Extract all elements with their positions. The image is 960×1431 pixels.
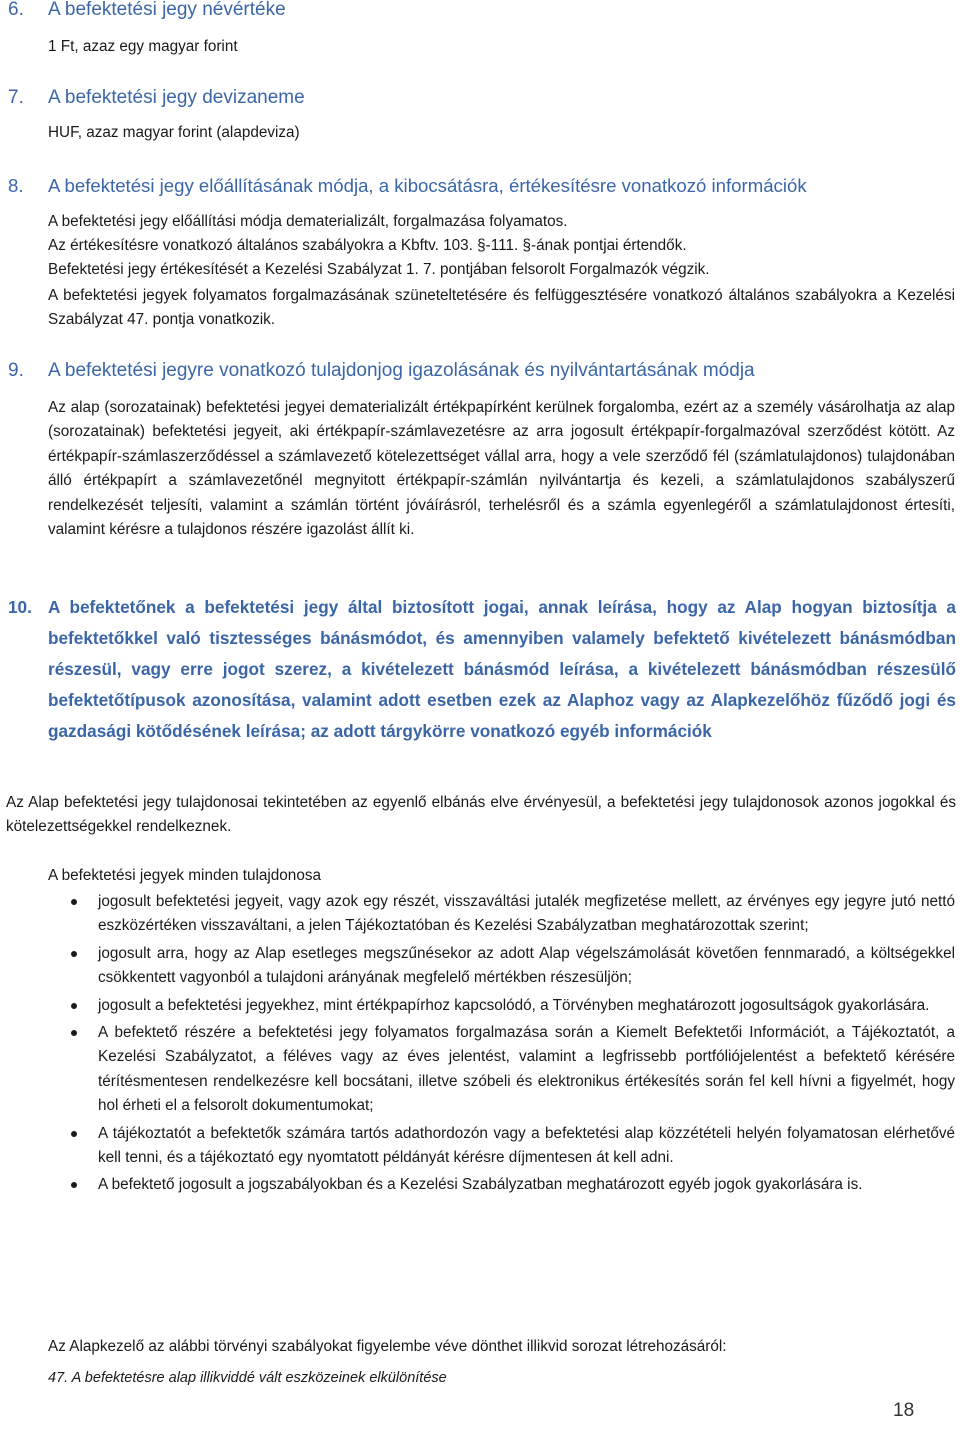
rights-list-item: A tájékoztatót a befektetők számára tartós adathordozón vagy a befektetési alap közzétételi helyén folyamatosan elérhetővé kell tenni, és a tájékoztató egy nyomtatott példányát kérésre díjmentesen át kell adni.	[48, 1122, 955, 1171]
section-7-body: HUF, azaz magyar forint (alapdeviza)	[48, 124, 300, 141]
section-10-intro: A befektetési jegyek minden tulajdonosa	[48, 867, 321, 884]
section-8-number: 8.	[8, 175, 24, 196]
subsection-heading-47: 47. A befektetésre alap illikviddé vált eszközeinek elkülönítése	[48, 1370, 447, 1386]
section-8-heading	[8, 173, 807, 199]
section-9-paragraph: Az alap (sorozatainak) befektetési jegyei dematerializált értékpapírként kerülnek forgalomba, ezért az a személy vásárolhatja az alap (sorozatainak) befektetési jegyeit, aki értékpapír-számlavezetésre az arra jogosult értékpapír-forgalmazóval szerződést kötött. Az értékpapír-számlaszerződéssel a számlavezető kötelezettséget vállal arra, hogy a vele szerződő fél (számlatulajdonos) tulajdonában álló értékpapírt a számlavezetőnél megnyitott értékpapír-számlán nyilvántartja és kezeli, a számlatulajdonos szabályszerű rendelkezését teljesíti, valamint a számlán történt jóváírásról, terhelésről és a számla egyenlegéről a számlatulajdonost értesíti, valamint kérésre a tulajdonos részére igazolást állít ki.	[48, 399, 955, 539]
section-10-title: A befektetőnek a befektetési jegy által biztosított jogai, annak leírása, hogy az Alap hogyan biztosítja a befektetőkkel való tisztességes bánásmódot, és amennyiben valamely befektető kivételezett bánásmódban részesül, vagy erre jogot szerez, a kivételezett bánásmód leírása, a kivételezett bánásmódban részesülő befektetőtípusok azonosítása, valamint adott esetben ezek az Alaphoz vagy az Alapkezelőhöz fűződő jogi és gazdasági kötődésének leírása; az adott tárgykörre vonatkozó egyéb információk	[48, 597, 956, 741]
section-8-title: A befektetési jegy előállításának módja, a kibocsátásra, értékesítésre vonatkozó információk	[48, 175, 807, 196]
section-6-body: 1 Ft, azaz egy magyar forint	[48, 38, 238, 55]
page-number: 18	[893, 1400, 915, 1421]
section-9-heading	[8, 358, 755, 384]
section-8-line-3: Befektetési jegy értékesítését a Kezelési Szabályzat 1. 7. pontjában felsorolt Forgalmazók végzik.	[48, 261, 710, 278]
section-7-heading	[8, 85, 305, 111]
section-6-title: A befektetési jegy névértéke	[48, 0, 286, 20]
section-10-number: 10.	[8, 597, 32, 617]
section-8-paragraph: A befektetési jegyek folyamatos forgalmazásának szüneteltetésére és felfüggesztésére vonatkozó általános szabályokra a Kezelési Szabályzat 47. pontja vonatkozik.	[48, 287, 955, 329]
section-7-title: A befektetési jegy devizaneme	[48, 87, 305, 108]
rights-list-item: A befektető részére a befektetési jegy folyamatos forgalmazása során a Kiemelt Befektetői Információt, a Tájékoztatót, a Kezelési Szabályzatot, a féléves vagy az éves jelentést, valamint a legfrissebb portfóliójelentést a befektető kérésére térítésmentesen rendelkezésre kell bocsátani, illetve szóbeli és elektronikus értékesítés során fel kell hívni a figyelmét, hogy hol érheti el a felsorolt dokumentumokat;	[48, 1021, 955, 1119]
rights-list	[48, 890, 955, 1198]
section-8-lines	[48, 210, 710, 282]
section-6-heading	[8, 0, 286, 23]
section-7-number: 7.	[8, 87, 24, 108]
rights-list-item: A befektető jogosult a jogszabályokban és a Kezelési Szabályzatban meghatározott egyéb jogok gyakorlására is.	[48, 1173, 955, 1197]
section-8-line-1: A befektetési jegy előállítási módja dematerializált, forgalmazása folyamatos.	[48, 213, 568, 230]
section-6-number: 6.	[8, 0, 24, 20]
section-10-closing: Az Alapkezelő az alábbi törvényi szabályokat figyelembe véve dönthet illikvid sorozat létrehozásáról:	[48, 1338, 727, 1355]
rights-list-item: jogosult befektetési jegyeit, vagy azok egy részét, visszaváltási jutalék megfizetése mellett, az érvényes egy jegyre jutó nettó eszközértéken visszaváltani, a jelen Tájékoztatóban és Kezelési Szabályzatban meghatározottak szerint;	[48, 890, 955, 939]
section-10-paragraph-1: Az Alap befektetési jegy tulajdonosai tekintetében az egyenlő elbánás elve érvényesül, a befektetési jegy tulajdonosok azonos jogokkal és kötelezettségekkel rendelkeznek.	[6, 794, 956, 836]
section-8-line-2: Az értékesítésre vonatkozó általános szabályokra a Kbftv. 103. §-111. §-ának pontjai értendők.	[48, 237, 687, 254]
rights-list-item: jogosult arra, hogy az Alap esetleges megszűnésekor az adott Alap végelszámolását követően fennmaradó, a költségekkel csökkentett vagyonból a tulajdoni arányának megfelelő mértékben részesüljön;	[48, 942, 955, 991]
section-9-title: A befektetési jegyre vonatkozó tulajdonjog igazolásának és nyilvántartásának módja	[48, 360, 755, 381]
section-9-number: 9.	[8, 360, 24, 381]
rights-list-item: jogosult a befektetési jegyekhez, mint értékpapírhoz kapcsolódó, a Törvényben meghatározott jogosultságok gyakorlására.	[48, 994, 955, 1018]
